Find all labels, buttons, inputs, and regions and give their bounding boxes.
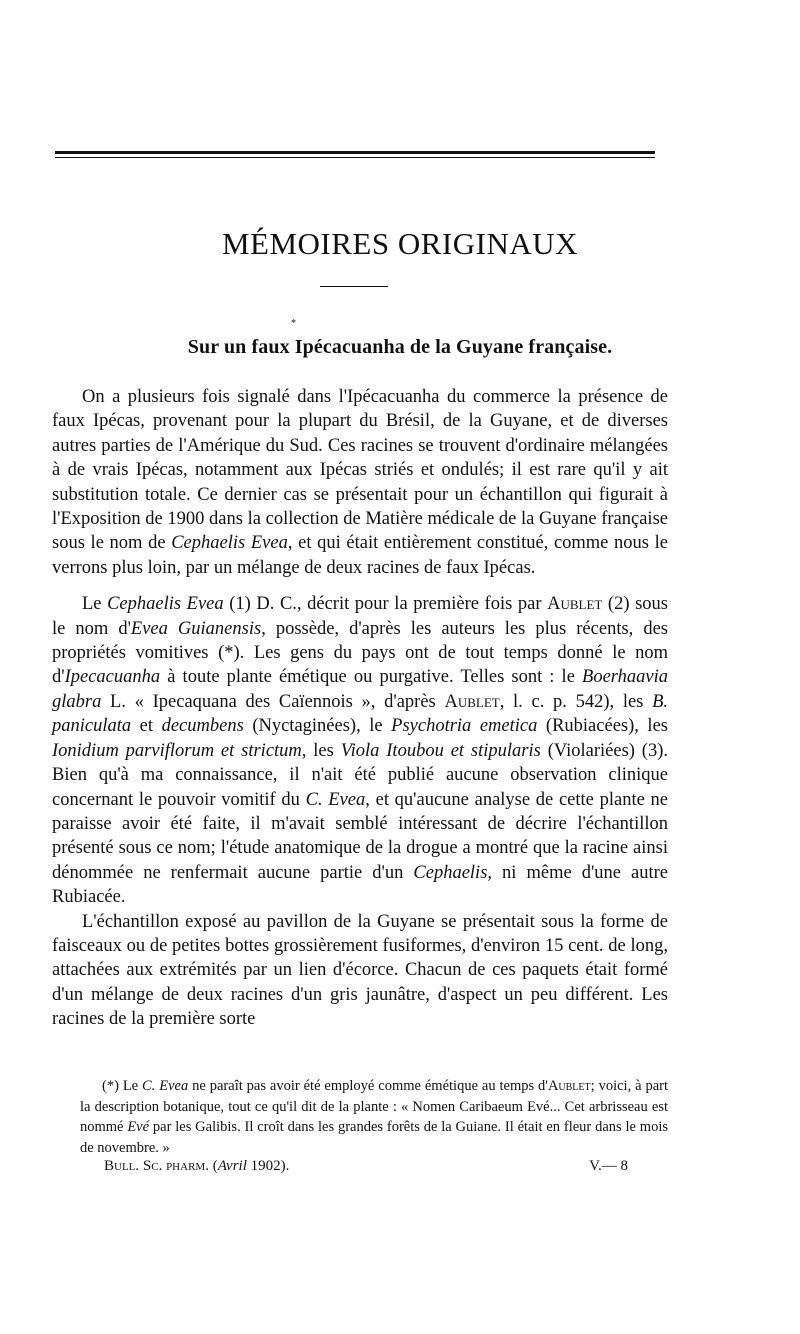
header-rule-top	[55, 151, 655, 154]
footnote: (*) Le C. Evea ne paraît pas avoir été employé comme émétique au temps d'Aublet; voici, à part la description botanique, tout ce qu'il dit de la plante : « Nomen Caribaeum Evé... Cet arbrisseau est nommé Evé par les Galibis. Il croît dans les grandes forêts de la Guiane. Il était en fleur dans le mois de novembre. »	[80, 1078, 669, 1156]
article-body	[52, 385, 668, 1032]
signature-mark: V.— 8	[589, 1158, 628, 1174]
footnote-star-marker: *	[291, 318, 296, 329]
section-title: MÉMOIRES ORIGINAUX	[221, 226, 579, 261]
paragraph-2: Le Cephaelis Evea (1) D. C., décrit pour la première fois par Aublet (2) sous le nom d'Evea Guianensis, possède, d'après les auteurs les plus récents, des propriétés vomitives (*). Les gens du pays ont de tout temps donné le nom d'Ipecacuanha à toute plante émétique ou purgative. Telles sont : le Boerhaavia glabra L. « Ipecaquana des Caïennois », d'après Aublet, l. c. p. 542), les B. paniculata et decumbens (Nyctaginées), le Psychotria emetica (Rubiacées), les Ionidium parviflorum et strictum, les Viola Itoubou et stipularis (Violariées) (3). Bien qu'à ma connaissance, il n'ait été publié aucune observation clinique concernant le pouvoir vomitif du C. Evea, et qu'aucune analyse de cette plante ne paraisse avoir été faite, il m'avait semblé intéressant de décrire l'échantillon présenté sous ce nom; l'étude anatomique de la drogue a montré que la racine ainsi dénommée ne renfermait aucune partie d'un Cephaelis, ni même d'une autre Rubiacée.	[52, 594, 668, 908]
title-underline	[320, 286, 388, 287]
page-footer	[104, 1158, 628, 1175]
header-rule-bottom	[55, 157, 655, 158]
article-title: Sur un faux Ipécacuanha de la Guyane française.	[187, 336, 613, 358]
paragraph-1: On a plusieurs fois signalé dans l'Ipécacuanha du commerce la présence de faux Ipécas, provenant pour la plupart du Brésil, de la Guyane, et de diverses autres parties de l'Amérique du Sud. Ces racines se trouvent d'ordinaire mélangées à de vrais Ipécas, notamment aux Ipécas striés et ondulés; il est rare qu'il y ait substitution totale. Ce dernier cas se présentait pour un échantillon qui figurait à l'Exposition de 1900 dans la collection de Matière médicale de la Guyane française sous le nom de Cephaelis Evea, et qui était entièrement constitué, comme nous le verrons plus loin, par un mélange de deux racines de faux Ipécas.	[52, 387, 668, 578]
journal-reference: Bull. Sc. pharm. (Avril 1902).	[104, 1158, 290, 1174]
paragraph-3: L'échantillon exposé au pavillon de la Guyane se présentait sous la forme de faisceaux ou de petites bottes grossièrement fusiformes, d'environ 15 cent. de long, attachées aux extrémités par un lien d'écorce. Chacun de ces paquets était formé d'un mélange de deux racines d'un gris jaunâtre, d'aspect un peu différent. Les racines de la première sorte	[52, 911, 668, 1030]
